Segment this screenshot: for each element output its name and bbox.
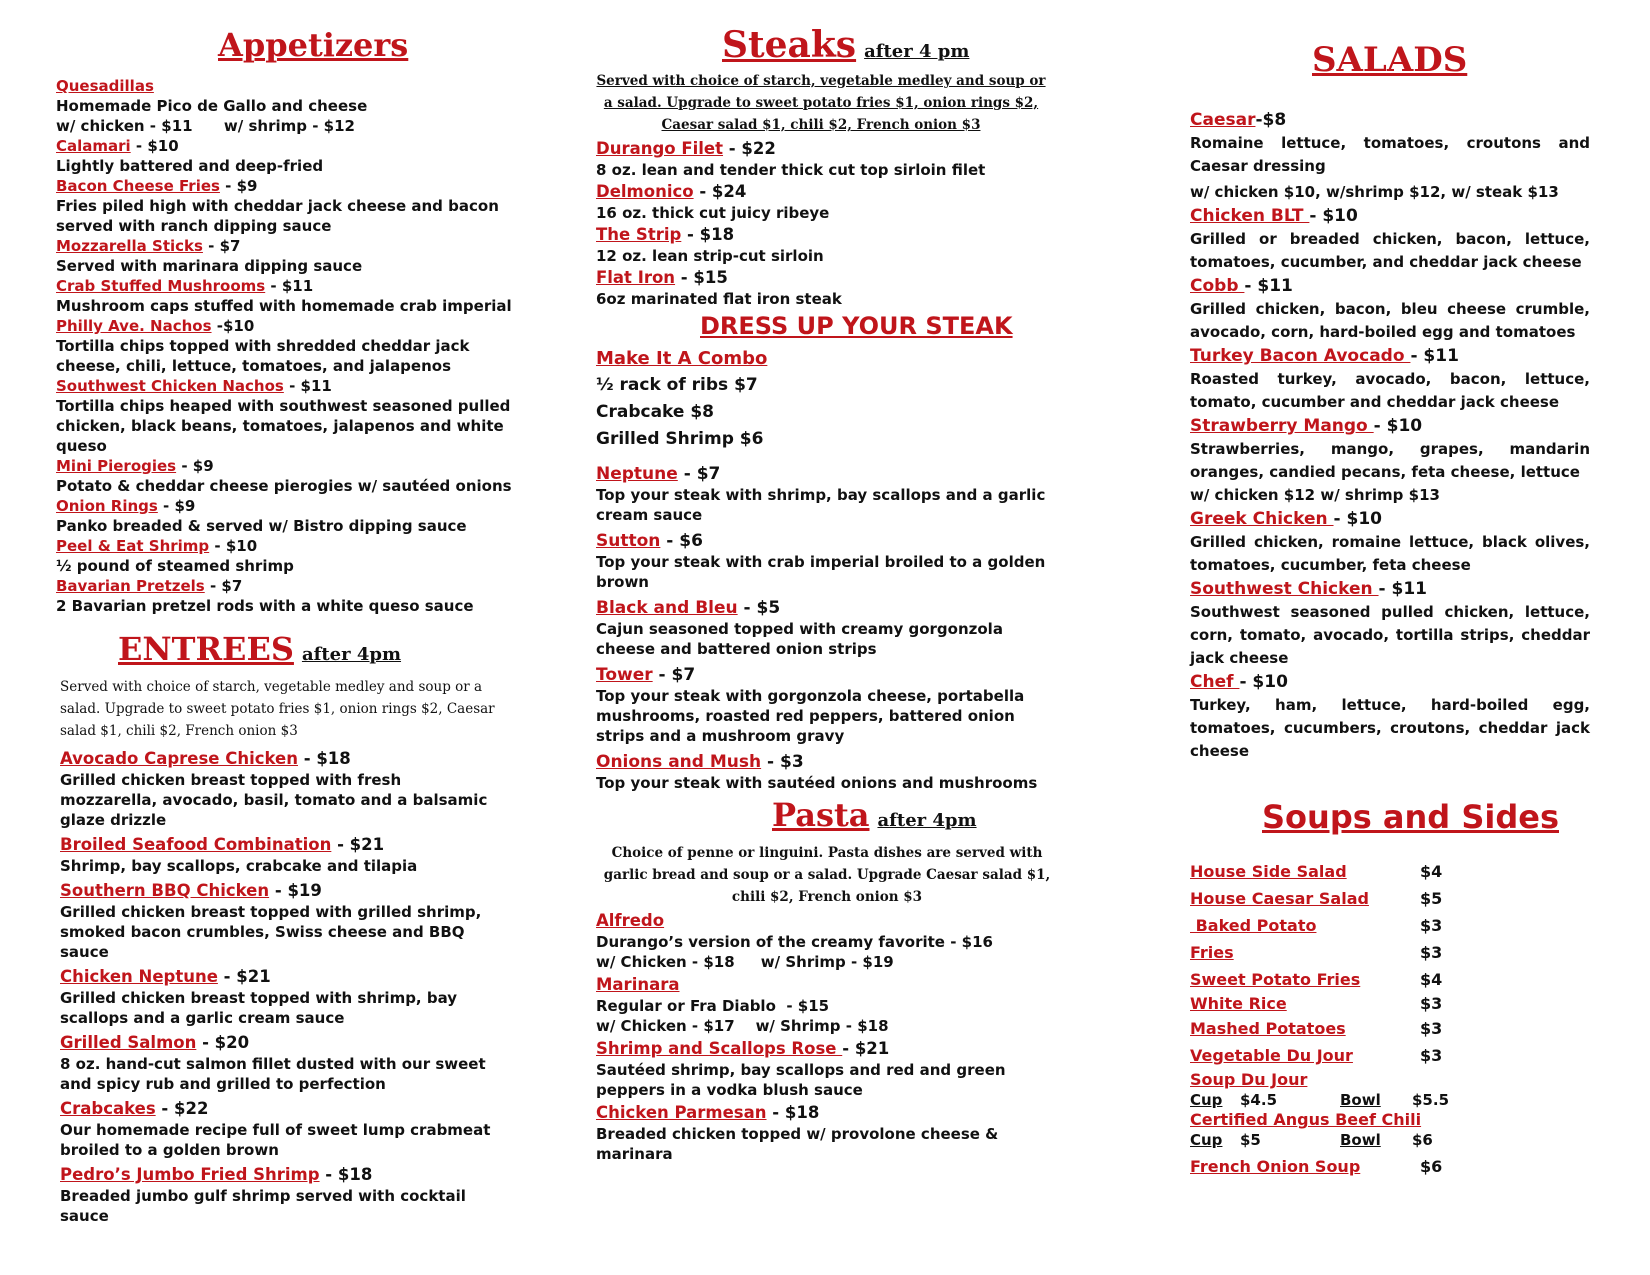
- item-desc: 16 oz. thick cut juicy ribeye: [596, 204, 830, 222]
- item-desc: Grilled chicken, romaine lettuce, black olives, tomatoes, cucumber, feta cheese: [1190, 533, 1590, 574]
- item-desc: 8 oz. lean and tender thick cut top sirloin filet: [596, 161, 986, 179]
- item-name: Flat Iron: [596, 268, 676, 287]
- item-name: Mini Pierogies: [56, 457, 177, 475]
- item-desc: Strawberries, mango, grapes, mandarin oranges, candied pecans, feta cheese, lettuce: [1190, 440, 1590, 481]
- bowl-label: Bowl: [1340, 1131, 1381, 1149]
- menu-item: [56, 576, 526, 616]
- menu-item: [60, 834, 500, 876]
- item-desc: Grilled chicken breast topped with fresh mozzarella, avocado, basil, tomato and a balsamic glaze drizzle: [60, 771, 488, 829]
- french-onion-soup: [1190, 1153, 1590, 1180]
- combo-item: ½ rack of ribs $7: [596, 375, 758, 395]
- pasta-title: Pasta: [772, 796, 870, 834]
- menu-item: [596, 138, 1046, 181]
- menu-item: [596, 910, 1066, 972]
- item-desc: Lightly battered and deep-fried: [56, 157, 324, 175]
- item-name: Calamari: [56, 137, 131, 155]
- side-price: $6: [1420, 1157, 1443, 1176]
- item-name: Onions and Mush: [596, 752, 762, 772]
- item-desc: Grilled chicken breast topped with shrimp, bay scallops and a garlic cream sauce: [60, 989, 458, 1027]
- menu-item: [1190, 507, 1590, 577]
- item-desc: Durango’s version of the creamy favorite - $16: [596, 933, 993, 951]
- item-name: Chef: [1190, 672, 1240, 692]
- menu-item: [56, 316, 526, 376]
- combo-item: Crabcake $8: [596, 402, 715, 422]
- soup-du-jour-sizes: [1190, 1091, 1590, 1109]
- side-name: House Side Salad: [1190, 862, 1347, 881]
- dress-up-title: DRESS UP YOUR STEAK: [700, 312, 1013, 340]
- menu-item: [1190, 414, 1590, 507]
- item-desc: Sautéed shrimp, bay scallops and red and green peppers in a vodka blush sauce: [596, 1061, 1006, 1099]
- dress-up-list: [596, 458, 1066, 793]
- menu-item: [56, 496, 526, 536]
- side-name: Vegetable Du Jour: [1190, 1046, 1353, 1065]
- menu-item: [596, 463, 1066, 525]
- steaks-title: Steaks: [722, 24, 857, 66]
- pasta-note: Choice of penne or linguini. Pasta dishes are served with garlic bread and soup or a salad. Upgrade Caesar salad $1, chili $2, French onion $3: [603, 845, 1051, 905]
- side-name: Mashed Potatoes: [1190, 1019, 1346, 1038]
- item-desc: w/ Chicken - $17 w/ Shrimp - $18: [596, 1017, 889, 1035]
- item-desc: Our homemade recipe full of sweet lump crabmeat broiled to a golden brown: [60, 1121, 491, 1159]
- item-name: Southwest Chicken Nachos: [56, 377, 284, 395]
- menu-item: [596, 974, 1066, 1036]
- item-name: Avocado Caprese Chicken: [60, 749, 298, 768]
- item-price: - $10: [209, 537, 258, 555]
- entrees-list: [60, 744, 500, 1226]
- item-price: - $22: [723, 139, 776, 158]
- item-name: Crab Stuffed Mushrooms: [56, 277, 266, 295]
- item-desc: Southwest seasoned pulled chicken, lettuce, corn, tomato, avocado, tortilla strips, cheddar jack cheese: [1190, 603, 1590, 667]
- menu-item: [60, 880, 500, 962]
- menu-item: [56, 136, 526, 176]
- item-price: - $18: [297, 749, 351, 768]
- menu-item: [56, 376, 526, 456]
- cup-label: Cup: [1190, 1131, 1223, 1149]
- item-name: Grilled Salmon: [60, 1033, 197, 1052]
- salads-list: [1190, 108, 1590, 763]
- menu-item: [1190, 274, 1590, 344]
- item-price: - $22: [155, 1099, 209, 1118]
- item-name: Greek Chicken: [1190, 509, 1334, 529]
- side-price: $5: [1420, 889, 1443, 908]
- item-name: Broiled Seafood Combination: [60, 835, 332, 854]
- cup-price: $4.5: [1240, 1091, 1278, 1109]
- item-desc: w/ chicken - $11 w/ shrimp - $12: [56, 117, 355, 135]
- menu-item: [1190, 108, 1590, 204]
- steaks-time-note: after 4 pm: [864, 41, 970, 62]
- item-price: - $21: [217, 967, 271, 986]
- soups-sides-title: Soups and Sides: [1262, 798, 1559, 836]
- menu-item: [56, 76, 526, 136]
- salads-title: SALADS: [1312, 40, 1468, 80]
- side-item: [1190, 1042, 1590, 1069]
- side-name: Certified Angus Beef Chili: [1190, 1110, 1422, 1129]
- side-name: Fries: [1190, 943, 1234, 962]
- menu-item: [56, 176, 526, 236]
- item-desc: Shrimp, bay scallops, crabcake and tilapia: [60, 857, 418, 875]
- item-desc: Breaded jumbo gulf shrimp served with cocktail sauce: [60, 1187, 466, 1225]
- side-price: $3: [1420, 1019, 1443, 1038]
- item-price: - $11: [1410, 346, 1459, 366]
- item-price: - $9: [176, 457, 214, 475]
- menu-item: [56, 456, 526, 496]
- menu-item: [56, 276, 526, 316]
- right-column: [1190, 0, 1590, 1275]
- side-item: [1190, 885, 1590, 912]
- item-desc: Homemade Pico de Gallo and cheese: [56, 97, 368, 115]
- item-desc: w/ chicken $12 w/ shrimp $13: [1190, 486, 1440, 504]
- item-price: - $18: [766, 1103, 820, 1122]
- entrees-header: [118, 630, 401, 668]
- side-item: [1190, 939, 1590, 966]
- menu-item: [596, 530, 1066, 592]
- side-name: Baked Potato: [1190, 916, 1317, 935]
- item-name: Chicken BLT: [1190, 206, 1310, 226]
- item-desc: Potato & cheddar cheese pierogies w/ sautéed onions: [56, 477, 512, 495]
- side-item: [1190, 966, 1590, 993]
- item-desc: Grilled chicken, bacon, bleu cheese crumble, avocado, corn, hard-boiled egg and tomatoes: [1190, 300, 1590, 341]
- menu-item: [596, 1102, 1066, 1164]
- item-price: - $20: [196, 1033, 250, 1052]
- combo-title: Make It A Combo: [596, 348, 768, 369]
- item-price: - $7: [204, 577, 243, 595]
- item-name: Delmonico: [596, 182, 694, 201]
- item-name: Caesar: [1190, 110, 1256, 130]
- side-name: White Rice: [1190, 994, 1287, 1013]
- item-name: Shrimp and Scallops Rose: [596, 1039, 843, 1058]
- menu-item: [60, 1032, 500, 1094]
- item-desc: Roasted turkey, avocado, bacon, lettuce, tomato, cucumber and cheddar jack cheese: [1190, 370, 1590, 411]
- item-price: - $10: [1239, 672, 1288, 692]
- item-desc: ½ pound of steamed shrimp: [56, 557, 294, 575]
- cup-price: $5: [1240, 1131, 1261, 1149]
- item-desc: Grilled chicken breast topped with grilled shrimp, smoked bacon crumbles, Swiss cheese and BBQ sauce: [60, 903, 482, 961]
- bowl-price: $5.5: [1412, 1091, 1450, 1109]
- item-desc: Top your steak with crab imperial broiled to a golden brown: [596, 553, 1046, 591]
- item-name: Cobb: [1190, 276, 1245, 296]
- chili-sizes: [1190, 1131, 1590, 1149]
- middle-column: [596, 0, 1076, 1275]
- side-name: Sweet Potato Fries: [1190, 970, 1361, 989]
- menu-item: [60, 966, 500, 1028]
- pasta-time-note: after 4pm: [877, 810, 977, 831]
- menu-item: [596, 224, 1046, 267]
- item-name: Strawberry Mango: [1190, 416, 1374, 436]
- item-desc: Mushroom caps stuffed with homemade crab imperial: [56, 297, 512, 315]
- item-desc: Cajun seasoned topped with creamy gorgonzola cheese and battered onion strips: [596, 620, 1003, 658]
- side-item: [1190, 858, 1590, 885]
- item-price: - $15: [675, 268, 728, 287]
- menu-item: [596, 751, 1066, 793]
- item-name: Alfredo: [596, 911, 665, 930]
- side-price: $3: [1420, 943, 1443, 962]
- menu-item: [1190, 204, 1590, 274]
- item-desc: Served with marinara dipping sauce: [56, 257, 363, 275]
- side-price: $3: [1420, 1046, 1443, 1065]
- item-name: Marinara: [596, 975, 680, 994]
- item-name: Sutton: [596, 531, 661, 551]
- menu-item: [596, 664, 1066, 746]
- soup-du-jour: [1190, 1069, 1590, 1091]
- item-price: - $11: [1244, 276, 1293, 296]
- item-desc: Top your steak with shrimp, bay scallops and a garlic cream sauce: [596, 486, 1046, 524]
- item-name: Onion Rings: [56, 497, 158, 515]
- item-desc: 12 oz. lean strip-cut sirloin: [596, 247, 824, 265]
- side-item: [1190, 993, 1590, 1015]
- entrees-time-note: after 4pm: [301, 644, 402, 665]
- item-price: - $11: [283, 377, 332, 395]
- item-name: Tower: [596, 665, 653, 685]
- item-name: Bacon Cheese Fries: [56, 177, 220, 195]
- pasta-header: [772, 796, 977, 834]
- steaks-note: Served with choice of starch, vegetable medley and soup or a salad. Upgrade to sweet potato fries $1, onion rings $2, Caesar salad $1, chili $2, French onion $3: [596, 73, 1046, 133]
- item-price: - $6: [660, 531, 703, 551]
- bowl-price: $6: [1412, 1131, 1433, 1149]
- menu-item: [60, 748, 500, 830]
- item-price: - $9: [219, 177, 258, 195]
- item-desc: 2 Bavarian pretzel rods with a white queso sauce: [56, 597, 474, 615]
- side-item: [1190, 912, 1590, 939]
- item-name: Mozzarella Sticks: [56, 237, 203, 255]
- side-price: $4: [1420, 970, 1443, 989]
- entrees-title: ENTREES: [118, 630, 294, 668]
- item-desc: Tortilla chips topped with shredded cheddar jack cheese, chili, lettuce, tomatoes, and jalapenos: [56, 337, 470, 375]
- item-desc: 8 oz. hand-cut salmon fillet dusted with our sweet and spicy rub and grilled to perfection: [60, 1055, 486, 1093]
- item-price: - $10: [1309, 206, 1358, 226]
- item-price: - $7: [202, 237, 241, 255]
- cup-label: Cup: [1190, 1091, 1223, 1109]
- item-name: Chicken Neptune: [60, 967, 218, 986]
- item-name: Chicken Parmesan: [596, 1103, 767, 1122]
- item-price: - $9: [157, 497, 196, 515]
- menu-item: [596, 597, 1066, 659]
- appetizers-list: [56, 76, 526, 616]
- item-price: - $5: [737, 598, 781, 618]
- item-price: - $3: [761, 752, 804, 772]
- item-name: Quesadillas: [56, 77, 154, 95]
- item-desc: 6oz marinated flat iron steak: [596, 290, 842, 308]
- item-price: - $11: [1378, 579, 1428, 599]
- item-desc: Romaine lettuce, tomatoes, croutons and Caesar dressing: [1190, 134, 1590, 175]
- item-price: - $21: [331, 835, 385, 854]
- pasta-list: [596, 908, 1066, 1164]
- item-desc: Turkey, ham, lettuce, hard-boiled egg, tomatoes, cucumbers, croutons, cheddar jack cheese: [1190, 696, 1590, 760]
- item-price: - $18: [319, 1165, 373, 1184]
- menu-item: [60, 1164, 500, 1226]
- item-desc: Tortilla chips heaped with southwest seasoned pulled chicken, black beans, tomatoes, jalapenos and white queso: [56, 397, 511, 455]
- soups-sides-list: [1190, 858, 1590, 1180]
- item-price: -$10: [211, 317, 255, 335]
- item-price: - $19: [269, 881, 322, 900]
- item-desc: Grilled or breaded chicken, bacon, lettuce, tomatoes, cucumber, and cheddar jack cheese: [1190, 230, 1590, 271]
- item-price: - $10: [1333, 509, 1382, 529]
- entrees-note: Served with choice of starch, vegetable medley and soup or a salad. Upgrade to sweet potato fries $1, onion rings $2, Caesar salad $1, chili $2, French onion $3: [60, 679, 495, 739]
- menu-item: [1190, 577, 1590, 670]
- bowl-label: Bowl: [1340, 1091, 1381, 1109]
- chili: [1190, 1109, 1590, 1131]
- menu-item: [596, 181, 1046, 224]
- item-price: - $11: [265, 277, 314, 295]
- menu-item: [56, 536, 526, 576]
- item-name: Durango Filet: [596, 139, 724, 158]
- item-name: Peel & Eat Shrimp: [56, 537, 210, 555]
- item-desc: Top your steak with gorgonzola cheese, portabella mushrooms, roasted red peppers, battered onion strips and a mushroom gravy: [596, 687, 1025, 745]
- item-price: - $7: [677, 464, 721, 484]
- item-price: - $21: [842, 1039, 890, 1058]
- combo-section: [596, 346, 1056, 453]
- side-price: $3: [1420, 994, 1443, 1013]
- side-item: [1190, 1015, 1590, 1042]
- item-name: Philly Ave. Nachos: [56, 317, 212, 335]
- item-desc: w/ chicken $10, w/shrimp $12, w/ steak $13: [1190, 183, 1559, 201]
- menu-item: [596, 1038, 1066, 1100]
- side-name: French Onion Soup: [1190, 1157, 1361, 1176]
- side-name: Soup Du Jour: [1190, 1070, 1308, 1089]
- side-price: $3: [1420, 916, 1443, 935]
- item-desc: Fries piled high with cheddar jack cheese and bacon served with ranch dipping sauce: [56, 197, 499, 235]
- item-price: - $10: [1373, 416, 1423, 436]
- appetizers-title: Appetizers: [218, 26, 409, 64]
- item-price: - $24: [693, 182, 747, 201]
- item-price: - $7: [652, 665, 696, 685]
- item-name: Black and Bleu: [596, 598, 738, 618]
- item-name: Bavarian Pretzels: [56, 577, 205, 595]
- steaks-list: [596, 138, 1046, 310]
- item-name: Pedro’s Jumbo Fried Shrimp: [60, 1165, 320, 1184]
- item-name: Southwest Chicken: [1190, 579, 1379, 599]
- menu-item: [60, 1098, 500, 1160]
- item-price: - $10: [130, 137, 179, 155]
- item-name: Crabcakes: [60, 1099, 156, 1118]
- item-desc: Panko breaded & served w/ Bistro dipping sauce: [56, 517, 467, 535]
- side-price: $4: [1420, 862, 1443, 881]
- left-column: [56, 0, 526, 1275]
- item-desc: Breaded chicken topped w/ provolone cheese & marinara: [596, 1125, 999, 1163]
- item-price: -$8: [1255, 110, 1287, 130]
- menu-item: [1190, 670, 1590, 763]
- item-name: Turkey Bacon Avocado: [1190, 346, 1411, 366]
- menu-item: [1190, 344, 1590, 414]
- side-name: House Caesar Salad: [1190, 889, 1369, 908]
- steaks-header: [722, 24, 969, 66]
- item-price: - $18: [681, 225, 735, 244]
- menu-item: [56, 236, 526, 276]
- item-desc: w/ Chicken - $18 w/ Shrimp - $19: [596, 953, 894, 971]
- item-name: Southern BBQ Chicken: [60, 881, 270, 900]
- item-name: Neptune: [596, 464, 678, 484]
- item-name: The Strip: [596, 225, 682, 244]
- menu-item: [596, 267, 1046, 310]
- item-desc: Regular or Fra Diablo - $15: [596, 997, 830, 1015]
- item-desc: Top your steak with sautéed onions and mushrooms: [596, 774, 1038, 792]
- combo-item: Grilled Shrimp $6: [596, 429, 764, 449]
